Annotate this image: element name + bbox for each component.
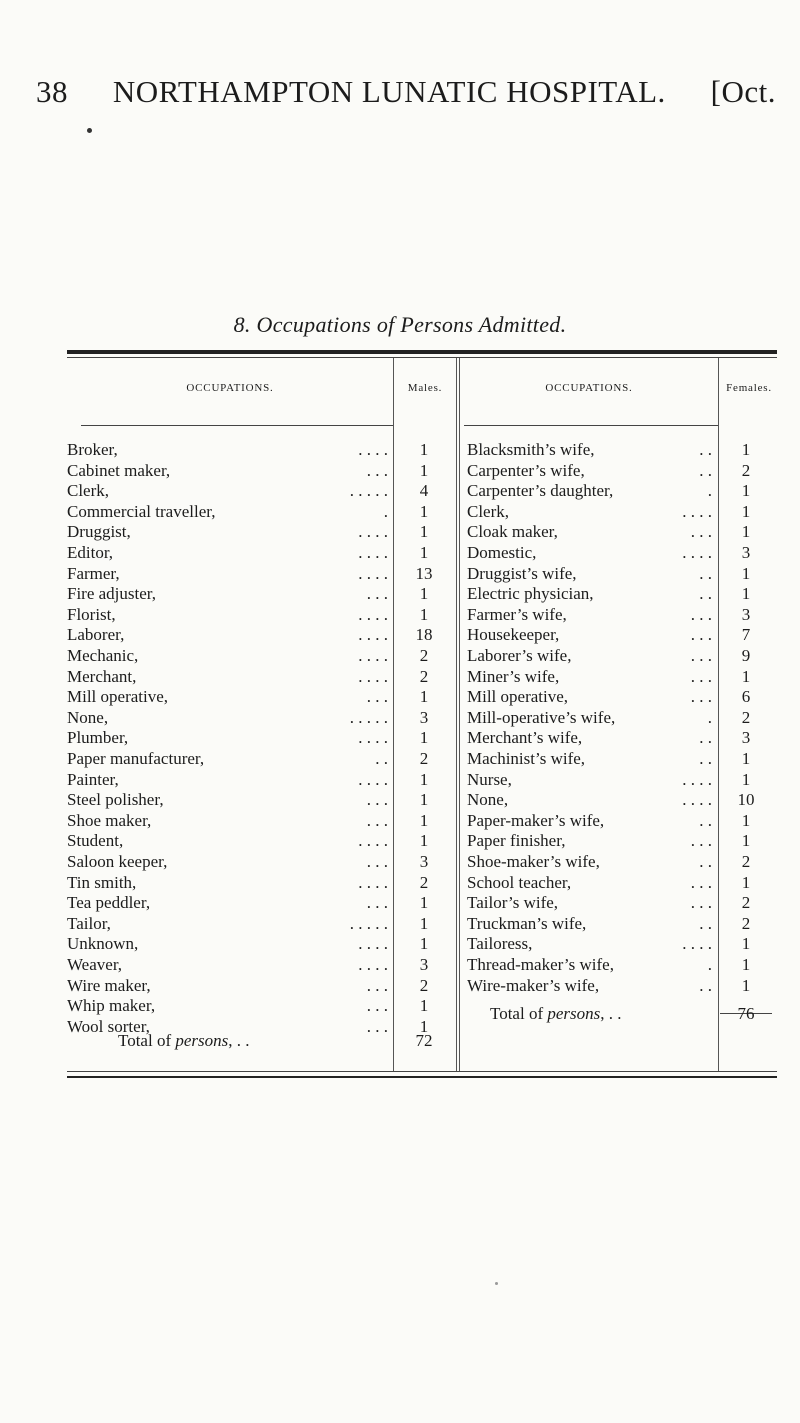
male-leader-dots: . . . . . (349, 708, 388, 727)
male-occupation: Student, (67, 831, 124, 850)
male-occupation: Broker, (67, 440, 118, 459)
female-row (467, 975, 712, 997)
male-occupation: Druggist, (67, 522, 131, 541)
female-count: 3 (741, 543, 751, 562)
female-count: 1 (741, 873, 751, 892)
male-row (67, 913, 388, 935)
female-row (467, 933, 712, 955)
male-occupation: Merchant, (67, 667, 137, 686)
male-leader-dots: . . . . (358, 955, 388, 974)
female-occupation: Blacksmith’s wife, (467, 440, 595, 459)
female-leader-dots: . . . . (682, 543, 712, 562)
female-count: 2 (741, 893, 751, 912)
male-leader-dots: . . . (366, 687, 388, 706)
female-count: 9 (741, 646, 751, 665)
female-count: 10 (737, 790, 755, 809)
female-occupation: Merchant’s wife, (467, 728, 583, 747)
male-count: 1 (419, 790, 429, 809)
females-count-header: Females. (726, 382, 772, 394)
male-row (67, 604, 388, 626)
male-occupation: Paper manufacturer, (67, 749, 205, 768)
male-row (67, 563, 388, 585)
male-occupation: Fire adjuster, (67, 584, 157, 603)
male-occupation: Weaver, (67, 955, 123, 974)
female-row (467, 748, 712, 770)
female-occupation: Thread-maker’s wife, (467, 955, 614, 974)
female-occupation: School teacher, (467, 873, 572, 892)
male-count: 1 (419, 440, 429, 459)
male-count: 1 (419, 770, 429, 789)
female-occupation: None, (467, 790, 509, 809)
male-count: 1 (419, 522, 429, 541)
male-count: 3 (419, 955, 429, 974)
female-occupation: Wire-maker’s wife, (467, 976, 600, 995)
female-leader-dots: . . . . (682, 934, 712, 953)
female-leader-dots: . . . (690, 646, 712, 665)
male-leader-dots: . . . . (358, 522, 388, 541)
female-count: 1 (741, 667, 751, 686)
female-occupation: Cloak maker, (467, 522, 558, 541)
male-leader-dots: . . . . (358, 543, 388, 562)
male-row (67, 583, 388, 605)
female-count: 1 (741, 440, 751, 459)
male-count: 1 (419, 996, 429, 1015)
male-leader-dots: . . . (366, 852, 388, 871)
males-total-row (118, 1030, 418, 1052)
male-row (67, 872, 388, 894)
female-occupation: Laborer’s wife, (467, 646, 572, 665)
female-occupation: Housekeeper, (467, 625, 560, 644)
female-leader-dots: . . . . (682, 770, 712, 789)
male-leader-dots: . . . . (358, 770, 388, 789)
male-leader-dots: . . . (366, 893, 388, 912)
male-row (67, 748, 388, 770)
female-leader-dots: . . (699, 976, 712, 995)
female-row (467, 954, 712, 976)
females-occupation-header: OCCUPATIONS. (545, 382, 633, 394)
male-row (67, 995, 388, 1017)
female-occupation: Clerk, (467, 502, 510, 521)
male-occupation: Saloon keeper, (67, 852, 168, 871)
female-leader-dots: . . (699, 914, 712, 933)
male-count: 1 (419, 605, 429, 624)
female-occupation: Mill-operative’s wife, (467, 708, 616, 727)
males-total-count: 72 (415, 1031, 433, 1050)
female-count: 1 (741, 481, 751, 500)
female-count: 2 (741, 708, 751, 727)
male-count: 1 (419, 461, 429, 480)
male-count: 3 (419, 852, 429, 871)
female-occupation: Shoe-maker’s wife, (467, 852, 600, 871)
male-count: 13 (415, 564, 433, 583)
male-leader-dots: . . . (366, 790, 388, 809)
male-row (67, 851, 388, 873)
females-total-count: 76 (737, 1004, 755, 1023)
female-occupation: Machinist’s wife, (467, 749, 586, 768)
females-total-italic: persons (547, 1004, 601, 1023)
male-leader-dots: . . . . (358, 728, 388, 747)
female-row (467, 769, 712, 791)
female-leader-dots: . . . (690, 605, 712, 624)
female-count: 1 (741, 564, 751, 583)
male-occupation: Tailor, (67, 914, 111, 933)
female-row (467, 830, 712, 852)
female-count: 1 (741, 831, 751, 850)
male-leader-dots: . . . . (358, 873, 388, 892)
female-leader-dots: . . . (690, 667, 712, 686)
male-occupation: None, (67, 708, 109, 727)
header-rule-left (81, 425, 393, 426)
male-leader-dots: . . . (366, 584, 388, 603)
male-occupation: Steel polisher, (67, 790, 164, 809)
header-rule-right (464, 425, 718, 426)
female-row (467, 501, 712, 523)
column-divider (393, 358, 394, 1071)
male-count: 1 (419, 543, 429, 562)
column-divider (718, 358, 719, 1071)
male-occupation: Commercial traveller, (67, 502, 216, 521)
male-row (67, 830, 388, 852)
caption-text: Occupations of Persons Admitted. (256, 312, 567, 337)
female-leader-dots: . . . (690, 873, 712, 892)
male-leader-dots: . . . (366, 1017, 388, 1036)
female-row (467, 727, 712, 749)
male-row (67, 707, 388, 729)
page-number: 38 (36, 74, 68, 109)
female-occupation: Farmer’s wife, (467, 605, 567, 624)
male-row (67, 810, 388, 832)
male-row (67, 975, 388, 997)
male-row (67, 624, 388, 646)
female-leader-dots: . . . (690, 625, 712, 644)
females-total-row (490, 1003, 720, 1025)
female-row (467, 789, 712, 811)
female-occupation: Paper finisher, (467, 831, 566, 850)
male-occupation: Wire maker, (67, 976, 151, 995)
male-occupation: Tea peddler, (67, 893, 151, 912)
male-count: 1 (419, 1017, 429, 1036)
males-total-prefix: Total of (118, 1031, 172, 1050)
female-leader-dots: . (707, 481, 712, 500)
running-month: [Oct. (710, 74, 776, 109)
female-occupation: Electric physician, (467, 584, 594, 603)
male-occupation: Mechanic, (67, 646, 139, 665)
female-row (467, 624, 712, 646)
male-leader-dots: . . . . (358, 646, 388, 665)
male-count: 1 (419, 687, 429, 706)
column-divider (459, 358, 460, 1071)
female-occupation: Mill operative, (467, 687, 569, 706)
male-count: 1 (419, 584, 429, 603)
male-occupation: Whip maker, (67, 996, 156, 1015)
top-thick-rule (67, 350, 777, 354)
female-occupation: Druggist’s wife, (467, 564, 577, 583)
male-row (67, 727, 388, 749)
female-leader-dots: . . (699, 811, 712, 830)
females-total-suffix: , . . (600, 1004, 622, 1023)
male-row (67, 954, 388, 976)
female-count: 2 (741, 461, 751, 480)
female-leader-dots: . . . (690, 522, 712, 541)
column-divider (456, 358, 457, 1071)
male-occupation: Laborer, (67, 625, 125, 644)
male-leader-dots: . . . . (358, 934, 388, 953)
female-row (467, 480, 712, 502)
female-row (467, 645, 712, 667)
male-occupation: Tin smith, (67, 873, 137, 892)
male-leader-dots: . . . . (358, 564, 388, 583)
male-count: 2 (419, 749, 429, 768)
female-count: 2 (741, 914, 751, 933)
male-count: 2 (419, 667, 429, 686)
female-leader-dots: . . (699, 584, 712, 603)
male-count: 2 (419, 976, 429, 995)
female-count: 6 (741, 687, 751, 706)
female-occupation: Miner’s wife, (467, 667, 560, 686)
female-leader-dots: . . (699, 440, 712, 459)
male-row (67, 439, 388, 461)
female-occupation: Truckman’s wife, (467, 914, 587, 933)
female-row (467, 583, 712, 605)
female-row (467, 707, 712, 729)
male-leader-dots: . . . . (358, 625, 388, 644)
male-occupation: Wool sorter, (67, 1017, 150, 1036)
male-count: 3 (419, 708, 429, 727)
female-leader-dots: . . (699, 749, 712, 768)
male-occupation: Farmer, (67, 564, 120, 583)
male-leader-dots: . . . . (358, 440, 388, 459)
male-leader-dots: . . . (366, 461, 388, 480)
female-occupation: Tailoress, (467, 934, 533, 953)
bottom-thin-rule (67, 1071, 777, 1072)
male-occupation: Clerk, (67, 481, 110, 500)
male-count: 18 (415, 625, 433, 644)
male-row (67, 460, 388, 482)
female-count: 3 (741, 605, 751, 624)
female-count: 1 (741, 749, 751, 768)
female-occupation: Domestic, (467, 543, 537, 562)
female-row (467, 460, 712, 482)
female-row (467, 439, 712, 461)
female-row (467, 563, 712, 585)
female-occupation: Tailor’s wife, (467, 893, 559, 912)
female-row (467, 604, 712, 626)
female-count: 1 (741, 955, 751, 974)
female-row (467, 913, 712, 935)
male-row (67, 892, 388, 914)
female-count: 2 (741, 852, 751, 871)
female-leader-dots: . . (699, 564, 712, 583)
top-thin-rule (67, 357, 777, 358)
female-leader-dots: . . . (690, 893, 712, 912)
male-count: 1 (419, 728, 429, 747)
female-count: 1 (741, 976, 751, 995)
female-leader-dots: . . . . (682, 790, 712, 809)
male-row (67, 480, 388, 502)
male-occupation: Unknown, (67, 934, 139, 953)
female-count: 1 (741, 811, 751, 830)
running-title: NORTHAMPTON LUNATIC HOSPITAL. (112, 74, 666, 109)
male-row (67, 521, 388, 543)
male-count: 1 (419, 934, 429, 953)
female-leader-dots: . . . (690, 687, 712, 706)
male-leader-dots: . . . . (358, 831, 388, 850)
female-leader-dots: . (707, 955, 712, 974)
male-leader-dots: . . . (366, 976, 388, 995)
bottom-thick-rule (67, 1076, 777, 1078)
female-count: 1 (741, 502, 751, 521)
female-leader-dots: . . (699, 728, 712, 747)
male-occupation: Shoe maker, (67, 811, 152, 830)
female-leader-dots: . . (699, 461, 712, 480)
female-leader-dots: . . (699, 852, 712, 871)
female-occupation: Carpenter’s wife, (467, 461, 585, 480)
males-count-header: Males. (407, 382, 443, 394)
male-row (67, 789, 388, 811)
male-leader-dots: . . . (366, 811, 388, 830)
print-speck (87, 128, 92, 133)
male-row (67, 501, 388, 523)
female-row (467, 872, 712, 894)
female-occupation: Nurse, (467, 770, 512, 789)
males-total-italic: persons (175, 1031, 229, 1050)
male-row (67, 666, 388, 688)
print-speck (495, 1282, 498, 1285)
female-occupation: Paper-maker’s wife, (467, 811, 605, 830)
female-leader-dots: . (707, 708, 712, 727)
female-row (467, 892, 712, 914)
male-count: 2 (419, 646, 429, 665)
page-header (36, 74, 776, 110)
male-leader-dots: . . . . (358, 605, 388, 624)
male-count: 1 (419, 893, 429, 912)
female-count: 1 (741, 584, 751, 603)
males-occupation-header: OCCUPATIONS. (186, 382, 274, 394)
female-count: 3 (741, 728, 751, 747)
female-occupation: Carpenter’s daughter, (467, 481, 614, 500)
male-count: 1 (419, 914, 429, 933)
male-row (67, 542, 388, 564)
male-leader-dots: . . . . . (349, 914, 388, 933)
male-occupation: Mill operative, (67, 687, 169, 706)
male-occupation: Plumber, (67, 728, 129, 747)
male-occupation: Editor, (67, 543, 114, 562)
male-leader-dots: . . . (366, 996, 388, 1015)
male-row (67, 933, 388, 955)
table-caption (0, 312, 800, 338)
male-row (67, 645, 388, 667)
male-row (67, 686, 388, 708)
male-leader-dots: . (383, 502, 388, 521)
male-count: 1 (419, 831, 429, 850)
caption-number: 8. (233, 312, 251, 337)
male-leader-dots: . . (375, 749, 388, 768)
male-count: 1 (419, 811, 429, 830)
female-row (467, 542, 712, 564)
male-occupation: Florist, (67, 605, 116, 624)
male-leader-dots: . . . . (358, 667, 388, 686)
female-row (467, 851, 712, 873)
female-row (467, 666, 712, 688)
males-total-suffix: , . . (228, 1031, 250, 1050)
female-leader-dots: . . . . (682, 502, 712, 521)
females-total-prefix: Total of (490, 1004, 544, 1023)
male-count: 2 (419, 873, 429, 892)
female-count: 1 (741, 934, 751, 953)
male-count: 1 (419, 502, 429, 521)
female-count: 7 (741, 625, 751, 644)
female-row (467, 810, 712, 832)
male-occupation: Painter, (67, 770, 119, 789)
male-leader-dots: . . . . . (349, 481, 388, 500)
female-row (467, 521, 712, 543)
female-row (467, 686, 712, 708)
female-leader-dots: . . . (690, 831, 712, 850)
female-count: 1 (741, 770, 751, 789)
female-count: 1 (741, 522, 751, 541)
male-row (67, 769, 388, 791)
male-occupation: Cabinet maker, (67, 461, 171, 480)
male-count: 4 (419, 481, 429, 500)
